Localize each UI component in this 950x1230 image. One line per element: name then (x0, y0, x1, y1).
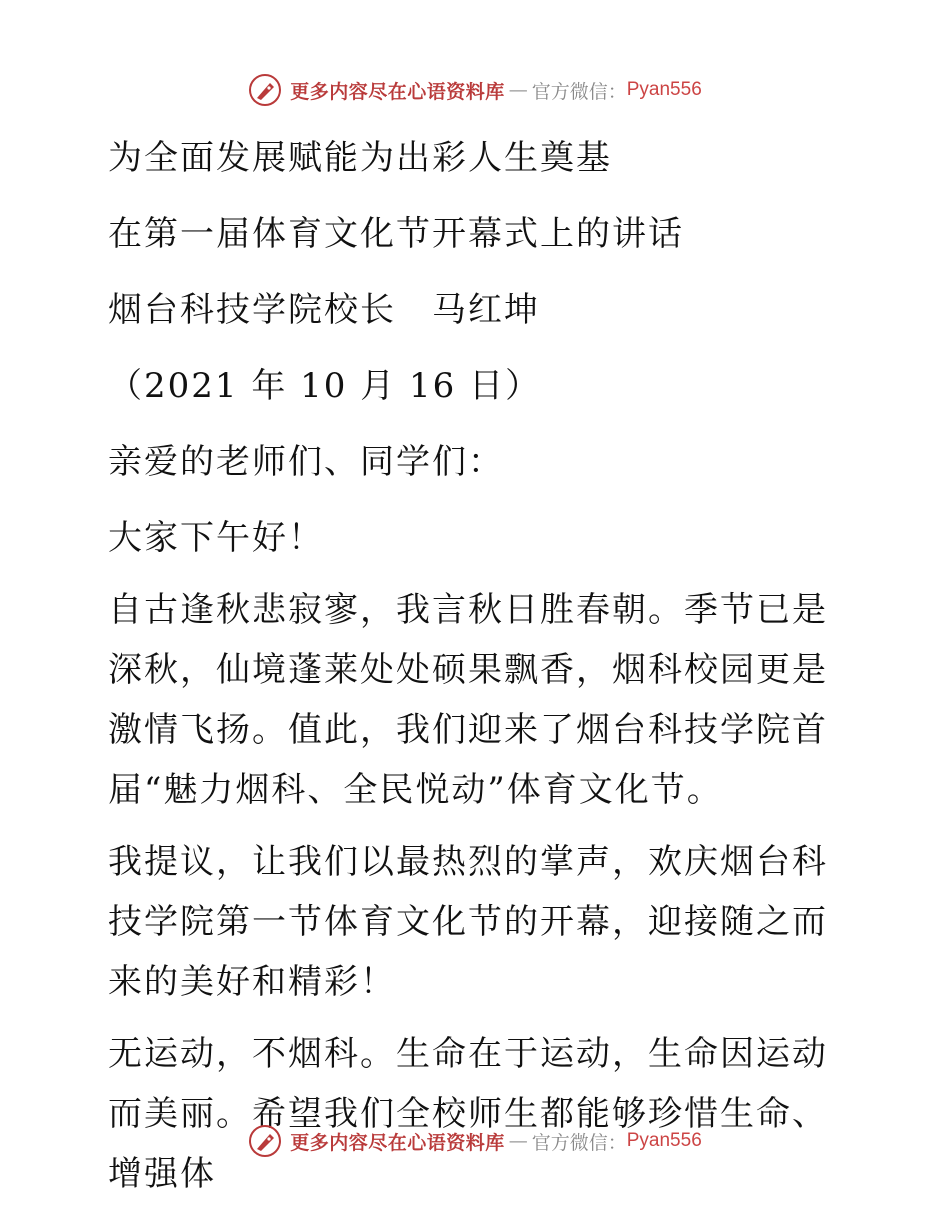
document-subtitle: 在第一届体育文化节开幕式上的讲话 (108, 214, 684, 254)
header-watermark (0, 70, 950, 110)
document-body (98, 120, 858, 1216)
paragraph-3: 无运动，不烟科。生命在于运动，生命因运动而美丽。希望我们全校师生都能够珍惜生命、增强体 (108, 1034, 828, 1194)
document-salutation: 亲爱的老师们、同学们： (108, 442, 504, 482)
document-greeting: 大家下午好！ (108, 518, 324, 558)
document-speaker: 烟台科技学院校长 马红坤 (108, 290, 540, 330)
watermark-brand: 更多内容尽在心语资料库 (290, 80, 505, 103)
watermark-account-id: Pyan556 (626, 79, 702, 100)
document-title: 为全面发展赋能为出彩人生奠基 (108, 138, 612, 178)
pen-nib-logo-icon (248, 1124, 282, 1158)
watermark-account-id: Pyan556 (626, 1130, 702, 1151)
watermark-brand: 更多内容尽在心语资料库 (290, 1131, 505, 1154)
footer-watermark (0, 1121, 950, 1161)
document-date: （2021 年 10 月 16 日） (108, 366, 542, 406)
paragraph-1: 自古逢秋悲寂寥，我言秋日胜春朝。季节已是深秋，仙境蓬莱处处硕果飘香，烟科校园更是激情飞扬。值此，我们迎来了烟台科技学院首届“魅力烟科、全民悦动”体育文化节。 (108, 590, 828, 810)
watermark-official-label: 官方微信： (531, 1131, 627, 1154)
watermark-official-label: 官方微信： (531, 80, 627, 103)
paragraph-2: 我提议，让我们以最热烈的掌声，欢庆烟台科技学院第一节体育文化节的开幕，迎接随之而来的美好和精彩！ (108, 842, 828, 1002)
watermark-dash: — (508, 79, 528, 101)
pen-nib-logo-icon (248, 73, 282, 107)
watermark-dash: — (508, 1130, 528, 1152)
